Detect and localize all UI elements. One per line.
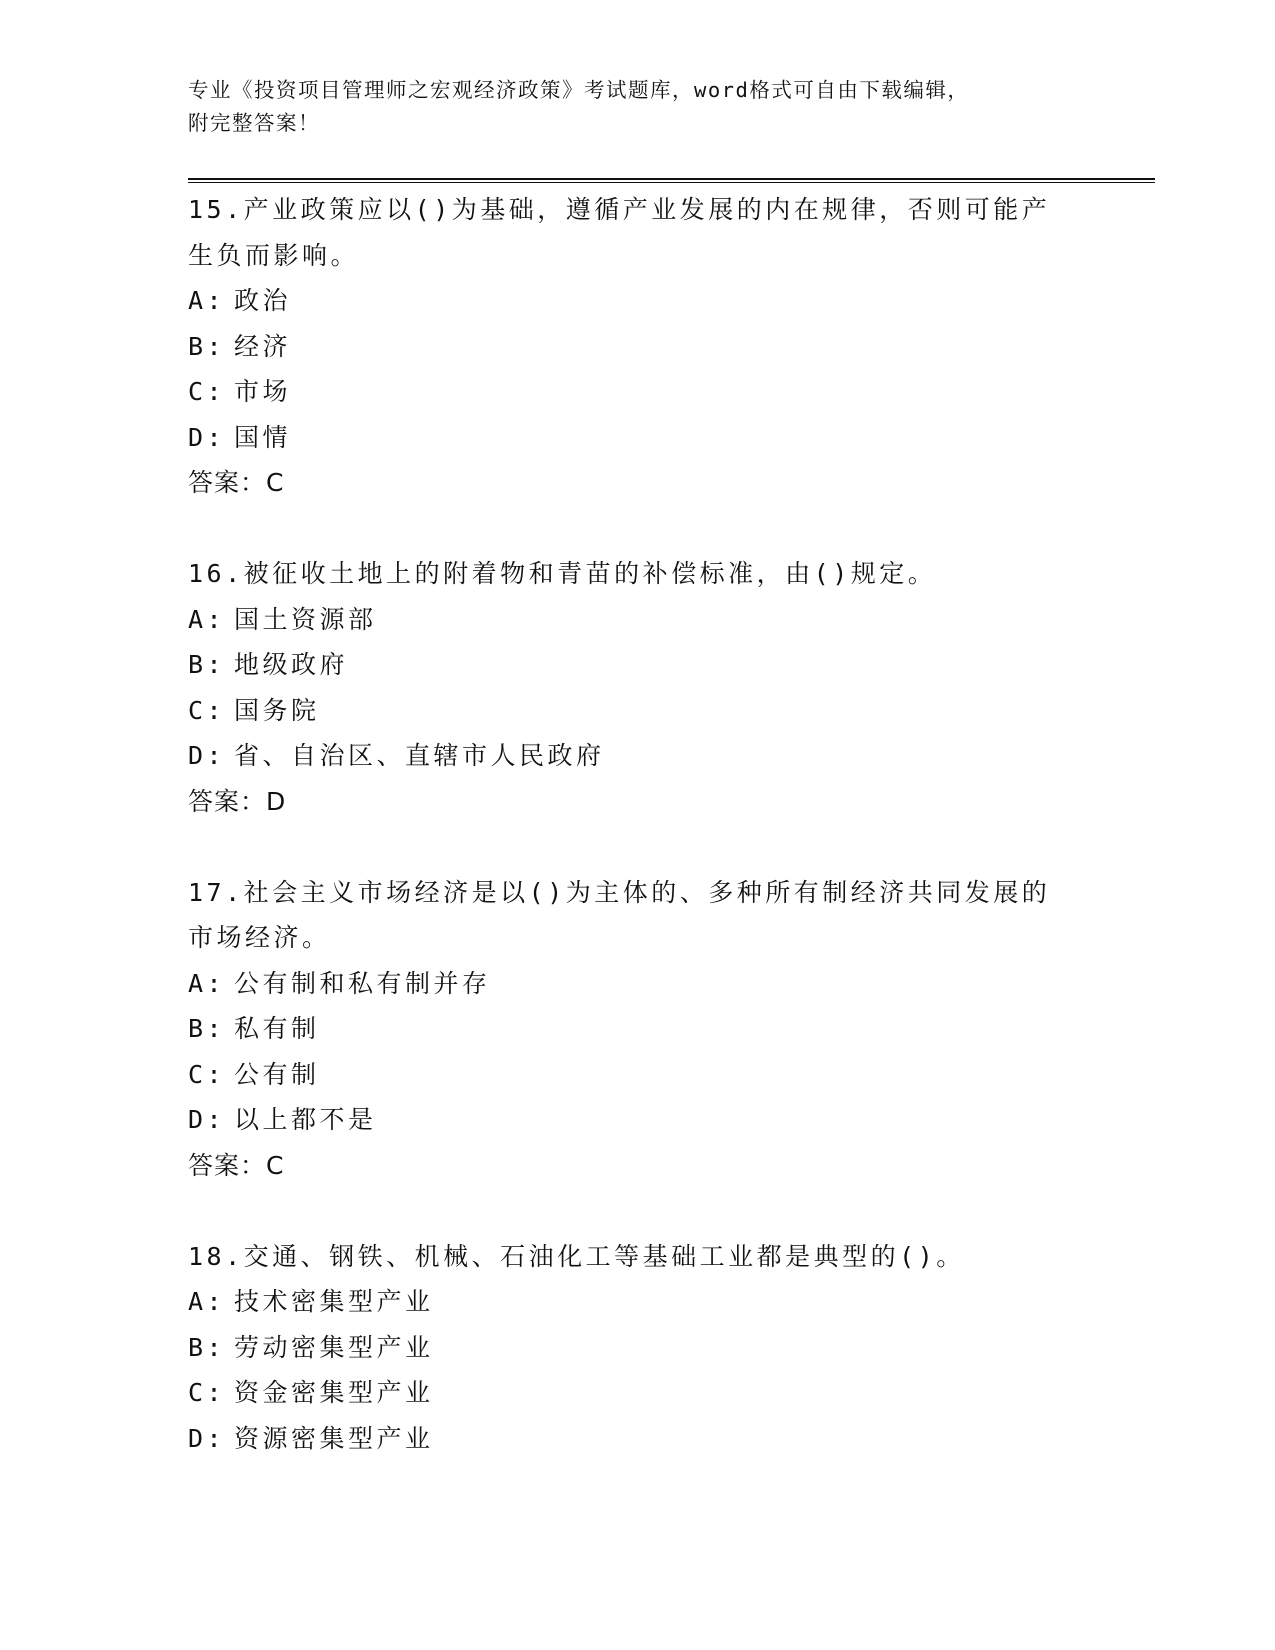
option-letter: A: (188, 1287, 226, 1316)
question-body: 社会主义市场经济是以()为主体的、多种所有制经济共同发展的市场经济。 (188, 877, 1051, 952)
option-text: 劳动密集型产业 (234, 1332, 434, 1362)
header-divider (188, 178, 1155, 183)
option-text: 公有制和私有制并存 (234, 968, 491, 998)
option-b (188, 642, 1088, 688)
question-18 (188, 1234, 1088, 1462)
option-letter: D: (188, 1423, 226, 1453)
option-letter: C: (188, 695, 226, 725)
header-line-1: 专业《投资项目管理师之宏观经济政策》考试题库，word格式可自由下载编辑， (188, 78, 970, 102)
option-text: 政治 (234, 286, 292, 315)
option-a (188, 278, 1088, 324)
option-text: 国土资源部 (234, 604, 377, 634)
option-text: 国务院 (234, 695, 320, 725)
question-15 (188, 187, 1088, 506)
question-body: 交通、钢铁、机械、石油化工等基础工业都是典型的()。 (243, 1241, 965, 1271)
answer: 答案：D (188, 786, 287, 816)
answer: 答案：C (188, 468, 285, 497)
option-text: 经济 (234, 331, 292, 361)
question-number: 18. (188, 1241, 244, 1271)
option-text: 资源密集型产业 (234, 1423, 434, 1453)
option-text: 省、自治区、直辖市人民政府 (234, 741, 605, 770)
option-letter: C: (188, 1059, 226, 1089)
question-number: 15. (188, 195, 244, 224)
option-letter: B: (188, 650, 226, 679)
option-letter: A: (188, 286, 226, 315)
option-text: 公有制 (234, 1059, 320, 1089)
option-d (188, 1097, 1088, 1143)
option-d (188, 415, 1088, 461)
option-text: 私有制 (234, 1014, 320, 1043)
option-c (188, 1370, 1088, 1416)
option-c (188, 688, 1088, 734)
question-list (188, 187, 1088, 1461)
option-a (188, 1279, 1088, 1325)
option-a (188, 961, 1088, 1007)
option-letter: D: (188, 741, 226, 770)
option-letter: D: (188, 1105, 226, 1134)
question-number: 17. (188, 877, 244, 907)
option-a (188, 597, 1088, 643)
option-text: 技术密集型产业 (234, 1287, 434, 1316)
question-text (188, 551, 1068, 597)
option-letter: C: (188, 377, 226, 406)
option-c (188, 1052, 1088, 1098)
answer: 答案：C (188, 1150, 285, 1180)
option-c (188, 369, 1088, 415)
question-16 (188, 551, 1088, 824)
option-letter: C: (188, 1378, 226, 1407)
question-17 (188, 870, 1088, 1189)
option-text: 地级政府 (234, 650, 349, 679)
question-number: 16. (188, 559, 244, 588)
option-b (188, 324, 1088, 370)
question-text (188, 870, 1068, 961)
document-header (188, 74, 1068, 140)
option-letter: D: (188, 422, 226, 452)
option-d (188, 733, 1088, 779)
option-letter: B: (188, 1332, 226, 1362)
question-text (188, 1234, 1068, 1280)
header-line-2: 附完整答案！ (188, 111, 320, 135)
option-text: 市场 (234, 377, 292, 406)
option-letter: B: (188, 1014, 226, 1043)
option-d (188, 1416, 1088, 1462)
option-b (188, 1325, 1088, 1371)
option-letter: B: (188, 331, 226, 361)
option-text: 国情 (234, 422, 292, 452)
question-body: 被征收土地上的附着物和青苗的补偿标准，由()规定。 (243, 559, 937, 588)
option-text: 以上都不是 (234, 1105, 377, 1134)
option-b (188, 1006, 1088, 1052)
question-text (188, 187, 1068, 278)
option-text: 资金密集型产业 (234, 1378, 434, 1407)
question-body: 产业政策应以()为基础，遵循产业发展的内在规律，否则可能产生负而影响。 (188, 195, 1051, 270)
option-letter: A: (188, 968, 226, 998)
option-letter: A: (188, 604, 226, 634)
